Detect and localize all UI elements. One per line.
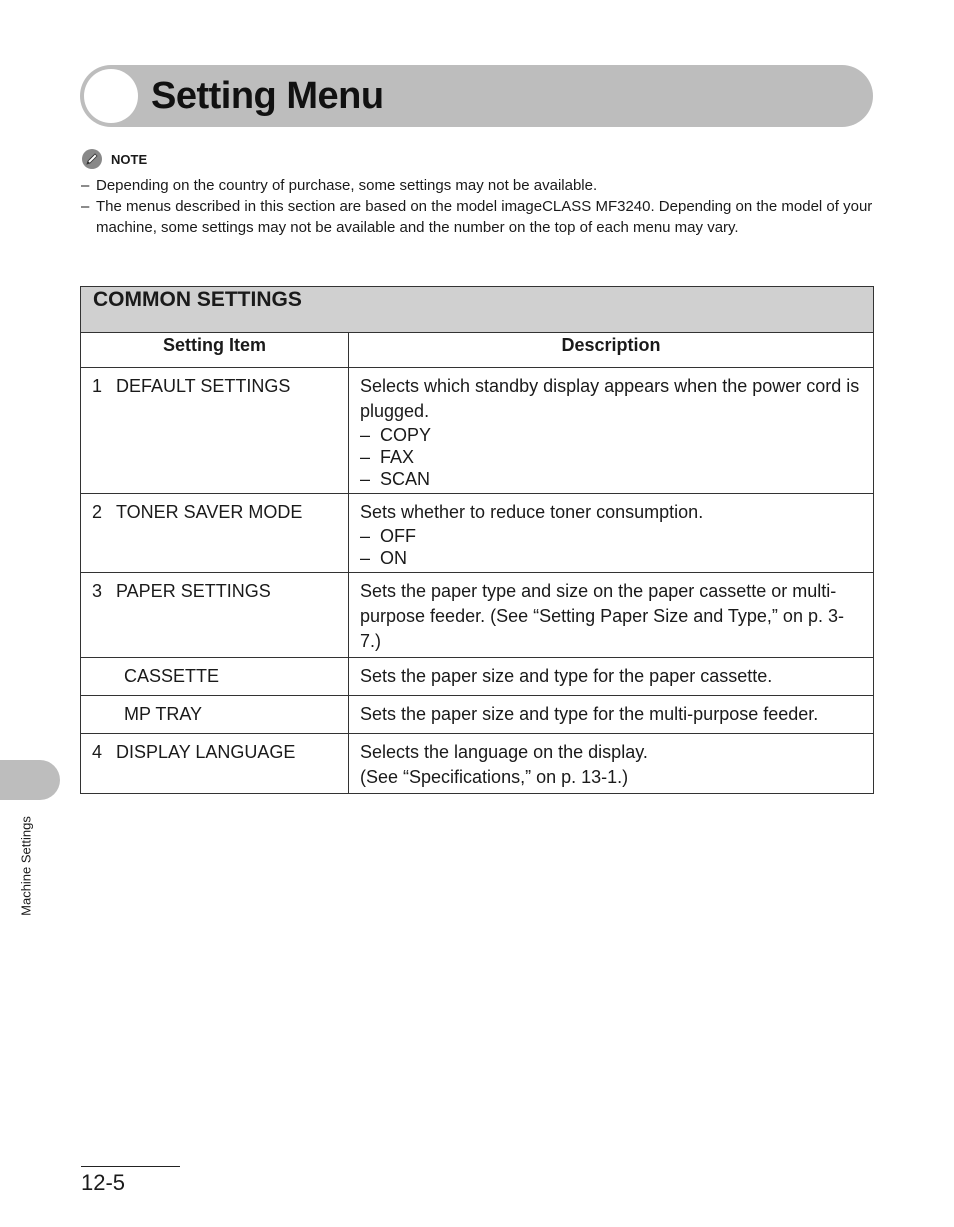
description-cell (349, 696, 874, 734)
setting-name: DISPLAY LANGUAGE (116, 742, 296, 762)
note-dash: – (81, 177, 90, 194)
description-cell (349, 494, 874, 573)
note-label: NOTE (111, 151, 148, 167)
setting-number: 4 (92, 742, 103, 762)
note-dash: – (81, 198, 90, 215)
setting-name: CASSETTE (124, 666, 220, 686)
option-label: FAX (380, 447, 415, 467)
setting-item-cell (81, 494, 349, 573)
footer-rule (81, 1166, 180, 1167)
table-row (81, 573, 874, 658)
table-row (81, 696, 874, 734)
column-header-setting-item: Setting Item (81, 333, 349, 368)
setting-item-cell (81, 696, 349, 734)
chapter-side-label: Machine Settings (18, 816, 34, 916)
option-item: – COPY (360, 425, 432, 445)
option-item: – ON (360, 548, 408, 568)
description-text: Selects which standby display appears when the power cord is plugged. (360, 376, 860, 421)
description-text: Sets the paper size and type for the multi-purpose feeder. (360, 704, 819, 724)
note-list (81, 175, 873, 238)
table-row (81, 368, 874, 494)
option-label: SCAN (380, 469, 431, 489)
setting-number: 1 (92, 376, 103, 396)
note-item (81, 175, 873, 196)
setting-number: 2 (92, 502, 103, 522)
option-item: – SCAN (360, 469, 431, 489)
setting-item-cell (81, 658, 349, 696)
setting-name: PAPER SETTINGS (116, 581, 271, 601)
description-text: Sets the paper type and size on the paper cassette or multi-purpose feeder. (See “Setting Paper Size and Type,” on p. 3-7.) (360, 581, 844, 651)
chapter-side-tab (0, 760, 60, 800)
option-label: ON (380, 548, 408, 568)
title-circle-decoration (84, 69, 138, 123)
setting-item-cell (81, 368, 349, 494)
table-row (81, 734, 874, 794)
setting-name: TONER SAVER MODE (116, 502, 303, 522)
table-row (81, 494, 874, 573)
pencil-note-icon (81, 148, 103, 170)
section-header-row (81, 287, 874, 333)
description-reference: (See “Specifications,” on p. 13-1.) (360, 767, 629, 787)
setting-number: 3 (92, 581, 103, 601)
column-header-description: Description (349, 333, 874, 368)
option-label: OFF (380, 526, 417, 546)
page-number: 12-5 (81, 1170, 126, 1195)
description-cell (349, 658, 874, 696)
note-text: Depending on the country of purchase, some settings may not be available. (96, 177, 598, 194)
setting-item-cell (81, 573, 349, 658)
option-item: – FAX (360, 447, 415, 467)
description-cell (349, 368, 874, 494)
setting-item-cell (81, 734, 349, 794)
setting-name: DEFAULT SETTINGS (116, 376, 291, 396)
description-text: Sets the paper size and type for the paper cassette. (360, 666, 773, 686)
description-text: Selects the language on the display. (360, 742, 648, 762)
setting-name: MP TRAY (124, 704, 203, 724)
column-header-row (81, 333, 874, 368)
description-text: Sets whether to reduce toner consumption. (360, 502, 704, 522)
description-cell (349, 734, 874, 794)
page-title: Setting Menu (151, 75, 384, 117)
common-settings-table (80, 286, 874, 794)
table-row (81, 658, 874, 696)
option-item: – OFF (360, 526, 417, 546)
note-item (81, 196, 873, 238)
section-title: COMMON SETTINGS (81, 287, 874, 333)
note-text: The menus described in this section are based on the model imageCLASS MF3240. Depending on the model of your machine, some settings may not be available and the number on the top of each menu may vary. (96, 198, 873, 236)
note-heading (81, 148, 147, 170)
description-cell (349, 573, 874, 658)
option-label: COPY (380, 425, 432, 445)
